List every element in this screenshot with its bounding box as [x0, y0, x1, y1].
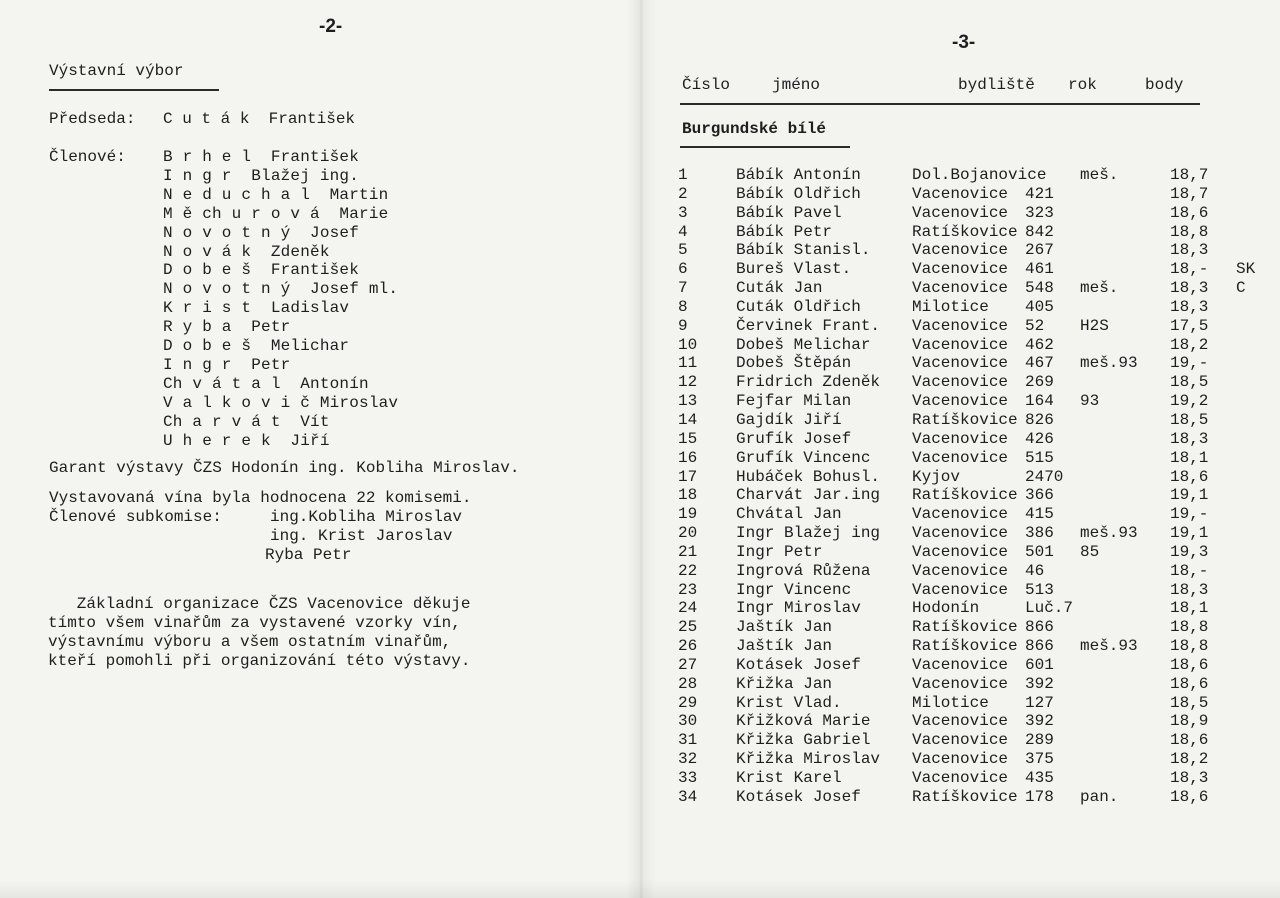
- entry-number: 18: [678, 486, 698, 505]
- table-row: [640, 354, 1280, 373]
- member-item: U h e r e k Jiří: [163, 431, 330, 450]
- entry-score: 19,3: [1170, 542, 1209, 561]
- entry-score: 18,2: [1170, 335, 1209, 354]
- member-item: Ch v á t a l Antonín: [163, 374, 369, 393]
- table-row: [640, 411, 1280, 430]
- subcommission-member: Ryba Petr: [265, 546, 352, 564]
- entry-house-number: 366: [1025, 486, 1054, 505]
- entry-house-number: 826: [1025, 410, 1054, 429]
- entry-place: Milotice: [912, 297, 989, 316]
- entry-note: meš.: [1080, 279, 1119, 298]
- chair-name: C u t á k František: [163, 110, 356, 128]
- table-row: [640, 599, 1280, 618]
- entry-house-number: 548: [1025, 279, 1054, 298]
- entry-place: Vacenovice: [912, 448, 1009, 467]
- page-number-left: -2-: [319, 16, 343, 37]
- table-row: [640, 769, 1280, 788]
- entry-house-number: 405: [1025, 297, 1054, 316]
- entry-score: 19,1: [1170, 486, 1209, 505]
- member-item: K r i s t Ladislav: [163, 299, 350, 318]
- entry-number: 13: [678, 392, 698, 411]
- table-row: [640, 543, 1280, 562]
- entry-place: Vacenovice: [912, 542, 1009, 561]
- table-row: [640, 449, 1280, 468]
- member-item: D o b e š František: [163, 261, 360, 280]
- entry-place: Vacenovice: [912, 335, 1009, 354]
- table-row: [640, 581, 1280, 600]
- entry-name: Bábík Pavel: [736, 203, 842, 222]
- entry-place: Vacenovice: [912, 354, 1009, 373]
- entry-name: Cuták Jan: [736, 279, 823, 298]
- entry-score: 18,9: [1170, 712, 1209, 731]
- entry-score: 18,6: [1170, 655, 1209, 674]
- entry-place: Ratíškovice: [912, 222, 1018, 241]
- member-item: N e d u c h a l Martin: [163, 185, 389, 204]
- table-row: [640, 637, 1280, 656]
- entry-name: Ingrová Růžena: [736, 561, 871, 580]
- entry-score: 18,8: [1170, 222, 1209, 241]
- member-item: B r h e l František: [163, 148, 360, 166]
- entry-house-number: 178: [1025, 787, 1054, 806]
- garant-line: Garant výstavy ČZS Hodonín ing. Kobliha Miroslav.: [49, 459, 520, 477]
- entry-house-number: 513: [1025, 580, 1054, 599]
- entry-name: Krist Vlad.: [736, 693, 842, 712]
- entry-score: 18,1: [1170, 599, 1209, 618]
- entry-note: meš.93: [1080, 637, 1138, 656]
- table-row: [640, 298, 1280, 317]
- section-title: Burgundské bílé: [682, 120, 827, 138]
- table-row: [640, 166, 1280, 185]
- committee-heading: Výstavní výbor: [49, 62, 184, 80]
- entry-house-number: 866: [1025, 637, 1054, 656]
- entry-name: Fejfar Milan: [736, 392, 852, 411]
- entry-place: Vacenovice: [912, 241, 1009, 260]
- entry-name: Jaštík Jan: [736, 618, 833, 637]
- entry-place: Vacenovice: [912, 524, 1009, 543]
- entry-name: Dobeš Štěpán: [736, 354, 852, 373]
- entry-list: [640, 166, 1280, 807]
- entry-note: meš.: [1080, 166, 1119, 184]
- entry-note: meš.93: [1080, 354, 1138, 373]
- entry-house-number: 462: [1025, 335, 1054, 354]
- entry-place: Ratíškovice: [912, 618, 1018, 637]
- section-underline: [680, 146, 850, 148]
- members-list: [163, 148, 398, 451]
- table-row: [640, 279, 1280, 298]
- entry-place: Vacenovice: [912, 655, 1009, 674]
- entry-house-number: 515: [1025, 448, 1054, 467]
- entry-name: Ingr Blažej ing: [736, 524, 881, 543]
- entry-score: 18,5: [1170, 373, 1209, 392]
- entry-place: Vacenovice: [912, 731, 1009, 750]
- table-row: [640, 788, 1280, 807]
- entry-score: 19,1: [1170, 524, 1209, 543]
- entry-house-number: 46: [1025, 561, 1045, 580]
- entry-note: 85: [1080, 542, 1100, 561]
- table-row: [640, 392, 1280, 411]
- entry-score: 18,5: [1170, 693, 1209, 712]
- entry-score: 18,6: [1170, 203, 1209, 222]
- entry-house-number: 421: [1025, 184, 1054, 203]
- entry-name: Bábík Petr: [736, 222, 833, 241]
- entry-house-number: 392: [1025, 674, 1054, 693]
- entry-name: Křižka Gabriel: [736, 731, 871, 750]
- entry-number: 21: [678, 542, 698, 561]
- entry-house-number: 392: [1025, 712, 1054, 731]
- entry-number: 34: [678, 787, 698, 806]
- entry-name: Kotásek Josef: [736, 655, 861, 674]
- column-header-year: rok: [1068, 76, 1097, 94]
- header-rule: [680, 103, 1200, 105]
- page-number-right: -3-: [952, 32, 976, 53]
- entry-note: pan.: [1080, 787, 1119, 806]
- entry-score: 18,3: [1170, 279, 1209, 298]
- entry-score: 18,3: [1170, 580, 1209, 599]
- entry-score: 18,8: [1170, 618, 1209, 637]
- entry-place: Ratíškovice: [912, 637, 1018, 656]
- entry-house-number: 467: [1025, 354, 1054, 373]
- table-row: [640, 336, 1280, 355]
- entry-name: Křižková Marie: [736, 712, 871, 731]
- closing-line: Základní organizace ČZS Vacenovice děkuje: [48, 595, 471, 613]
- entry-score: 18,7: [1170, 166, 1209, 184]
- entry-name: Gajdík Jiří: [736, 410, 842, 429]
- entry-house-number: 461: [1025, 260, 1054, 279]
- entry-name: Bábík Antonín: [736, 166, 861, 184]
- entry-number: 20: [678, 524, 698, 543]
- entry-house-number: 164: [1025, 392, 1054, 411]
- entry-name: Fridrich Zdeněk: [736, 373, 881, 392]
- entry-name: Bábík Stanisl.: [736, 241, 871, 260]
- entry-score: 17,5: [1170, 316, 1209, 335]
- entry-place: Ratíškovice: [912, 787, 1018, 806]
- entry-name: Ingr Petr: [736, 542, 823, 561]
- entry-number: 31: [678, 731, 698, 750]
- table-row: [640, 317, 1280, 336]
- heading-underline: [49, 89, 219, 91]
- entry-number: 9: [678, 316, 688, 335]
- table-row: [640, 675, 1280, 694]
- member-item: V a l k o v i č Miroslav: [163, 393, 399, 412]
- entry-score: 18,-: [1170, 260, 1209, 279]
- table-row: [640, 656, 1280, 675]
- chair-label: Předseda:: [49, 110, 136, 128]
- entry-number: 16: [678, 448, 698, 467]
- table-row: [640, 562, 1280, 581]
- entry-name: Cuták Oldřich: [736, 297, 861, 316]
- table-row: [640, 185, 1280, 204]
- entry-house-number: 842: [1025, 222, 1054, 241]
- entry-name: Bureš Vlast.: [736, 260, 852, 279]
- table-row: [640, 204, 1280, 223]
- table-row: [640, 373, 1280, 392]
- entry-number: 1: [678, 166, 688, 184]
- entry-number: 23: [678, 580, 698, 599]
- table-row: [640, 618, 1280, 637]
- column-header-residence: bydliště: [958, 76, 1035, 94]
- entry-name: Ingr Miroslav: [736, 599, 861, 618]
- entry-place: Vacenovice: [912, 712, 1009, 731]
- entry-place: Dol.Bojanovice: [912, 166, 1047, 184]
- entry-number: 17: [678, 467, 698, 486]
- entry-place: Vacenovice: [912, 392, 1009, 411]
- entry-number: 33: [678, 769, 698, 787]
- member-item: D o b e š Melichar: [163, 337, 350, 356]
- column-header-number: Číslo: [682, 76, 731, 94]
- entry-place: Vacenovice: [912, 750, 1009, 769]
- table-row: [640, 731, 1280, 750]
- entry-name: Grufík Vincenc: [736, 448, 871, 467]
- entry-house-number: 601: [1025, 655, 1054, 674]
- member-item: I n g r Blažej ing.: [163, 166, 360, 185]
- entry-note: 93: [1080, 392, 1100, 411]
- entry-number: 28: [678, 674, 698, 693]
- entry-number: 12: [678, 373, 698, 392]
- entry-place: Milotice: [912, 693, 989, 712]
- entry-score: 19,-: [1170, 354, 1209, 373]
- entry-number: 32: [678, 750, 698, 769]
- entry-number: 19: [678, 505, 698, 524]
- entry-house-number: Luč.7: [1025, 599, 1074, 618]
- table-row: [640, 524, 1280, 543]
- entry-place: Hodonín: [912, 599, 980, 618]
- member-item: Ch a r v á t Vít: [163, 412, 330, 431]
- entry-house-number: 289: [1025, 731, 1054, 750]
- entry-house-number: 2470: [1025, 467, 1064, 486]
- entry-number: 11: [678, 354, 698, 373]
- subcommission-member: ing.Kobliha Miroslav: [270, 508, 463, 526]
- entry-score: 18,5: [1170, 410, 1209, 429]
- entry-number: 5: [678, 241, 688, 260]
- member-item: M ě ch u r o v á Marie: [163, 204, 389, 223]
- entry-house-number: 415: [1025, 505, 1054, 524]
- table-row: [640, 241, 1280, 260]
- entry-note: meš.93: [1080, 524, 1138, 543]
- entry-number: 25: [678, 618, 698, 637]
- entry-house-number: 386: [1025, 524, 1054, 543]
- entry-house-number: 426: [1025, 429, 1054, 448]
- entry-place: Vacenovice: [912, 505, 1009, 524]
- entry-name: Křižka Jan: [736, 674, 833, 693]
- entry-house-number: 435: [1025, 769, 1054, 787]
- closing-line: tímto všem vinařům za vystavené vzorky vín,: [48, 614, 461, 632]
- entry-extra-mark: SK: [1236, 260, 1256, 279]
- entry-number: 3: [678, 203, 688, 222]
- closing-paragraph: [48, 595, 470, 671]
- member-item: I n g r Petr: [163, 355, 291, 374]
- entry-score: 18,6: [1170, 731, 1209, 750]
- table-row: [640, 750, 1280, 769]
- entry-number: 29: [678, 693, 698, 712]
- member-item: N o v o t n ý Josef ml.: [163, 280, 399, 299]
- table-row: [640, 430, 1280, 449]
- closing-line: výstavnímu výboru a všem ostatním vinařům,: [48, 633, 452, 651]
- entry-score: 18,6: [1170, 787, 1209, 806]
- entry-number: 30: [678, 712, 698, 731]
- page-fold-shadow: [626, 0, 656, 898]
- entry-number: 22: [678, 561, 698, 580]
- entry-number: 2: [678, 184, 688, 203]
- entry-number: 4: [678, 222, 688, 241]
- table-row: [640, 223, 1280, 242]
- entry-house-number: 267: [1025, 241, 1054, 260]
- entry-number: 8: [678, 297, 688, 316]
- entry-place: Vacenovice: [912, 316, 1009, 335]
- table-row: [640, 486, 1280, 505]
- entry-house-number: 866: [1025, 618, 1054, 637]
- subcommission-label: Členové subkomise:: [49, 508, 222, 526]
- member-item: N o v á k Zdeněk: [163, 242, 330, 261]
- entry-place: Vacenovice: [912, 429, 1009, 448]
- entry-place: Vacenovice: [912, 769, 1009, 787]
- entry-place: Vacenovice: [912, 674, 1009, 693]
- entry-score: 18,2: [1170, 750, 1209, 769]
- column-header-points: body: [1145, 76, 1184, 94]
- entry-house-number: 323: [1025, 203, 1054, 222]
- commissions-line: Vystavovaná vína byla hodnocena 22 komisemi.: [49, 489, 472, 507]
- entry-name: Grufík Josef: [736, 429, 852, 448]
- entry-place: Vacenovice: [912, 561, 1009, 580]
- entry-score: 18,8: [1170, 637, 1209, 656]
- right-page: [640, 0, 1280, 898]
- entry-score: 18,3: [1170, 769, 1209, 787]
- entry-place: Vacenovice: [912, 203, 1009, 222]
- entry-score: 18,3: [1170, 429, 1209, 448]
- entry-number: 24: [678, 599, 698, 618]
- entry-name: Charvát Jar.ing: [736, 486, 881, 505]
- entry-place: Vacenovice: [912, 260, 1009, 279]
- entry-name: Dobeš Melichar: [736, 335, 871, 354]
- table-row: [640, 260, 1280, 279]
- entry-name: Jaštík Jan: [736, 637, 833, 656]
- entry-house-number: 375: [1025, 750, 1054, 769]
- entry-extra-mark: C: [1236, 279, 1246, 298]
- entry-place: Vacenovice: [912, 580, 1009, 599]
- entry-number: 26: [678, 637, 698, 656]
- entry-number: 6: [678, 260, 688, 279]
- entry-place: Vacenovice: [912, 373, 1009, 392]
- column-header-name: jméno: [772, 76, 821, 94]
- member-item: R y b a Petr: [163, 318, 291, 337]
- entry-score: 18,1: [1170, 448, 1209, 467]
- entry-name: Krist Karel: [736, 769, 842, 787]
- entry-score: 19,-: [1170, 505, 1209, 524]
- subcommission-member: ing. Krist Jaroslav: [270, 527, 453, 545]
- entry-name: Křižka Miroslav: [736, 750, 881, 769]
- table-row: [640, 694, 1280, 713]
- table-row: [640, 505, 1280, 524]
- members-label: Členové:: [49, 148, 126, 166]
- table-row: [640, 712, 1280, 731]
- entry-note: H2S: [1080, 316, 1109, 335]
- entry-score: 18,7: [1170, 184, 1209, 203]
- table-row: [640, 468, 1280, 487]
- entry-place: Kyjov: [912, 467, 961, 486]
- member-item: N o v o t n ý Josef: [163, 223, 360, 242]
- entry-house-number: 269: [1025, 373, 1054, 392]
- entry-number: 27: [678, 655, 698, 674]
- entry-score: 19,2: [1170, 392, 1209, 411]
- entry-name: Ingr Vincenc: [736, 580, 852, 599]
- entry-place: Vacenovice: [912, 279, 1009, 298]
- entry-place: Ratíškovice: [912, 410, 1018, 429]
- entry-score: 18,-: [1170, 561, 1209, 580]
- entry-name: Hubáček Bohusl.: [736, 467, 881, 486]
- entry-number: 7: [678, 279, 688, 298]
- entry-name: Bábík Oldřich: [736, 184, 861, 203]
- entry-number: 15: [678, 429, 698, 448]
- entry-house-number: 127: [1025, 693, 1054, 712]
- entry-name: Kotásek Josef: [736, 787, 861, 806]
- entry-score: 18,6: [1170, 467, 1209, 486]
- entry-number: 14: [678, 410, 698, 429]
- entry-number: 10: [678, 335, 698, 354]
- closing-line: kteří pomohli při organizování této výstavy.: [48, 652, 471, 670]
- entry-name: Chvátal Jan: [736, 505, 842, 524]
- entry-score: 18,6: [1170, 674, 1209, 693]
- entry-place: Vacenovice: [912, 184, 1009, 203]
- entry-name: Červinek Frant.: [736, 316, 881, 335]
- entry-place: Ratíškovice: [912, 486, 1018, 505]
- entry-score: 18,3: [1170, 241, 1209, 260]
- entry-house-number: 52: [1025, 316, 1045, 335]
- bottom-shade: [0, 880, 1280, 898]
- entry-score: 18,3: [1170, 297, 1209, 316]
- entry-house-number: 501: [1025, 542, 1054, 561]
